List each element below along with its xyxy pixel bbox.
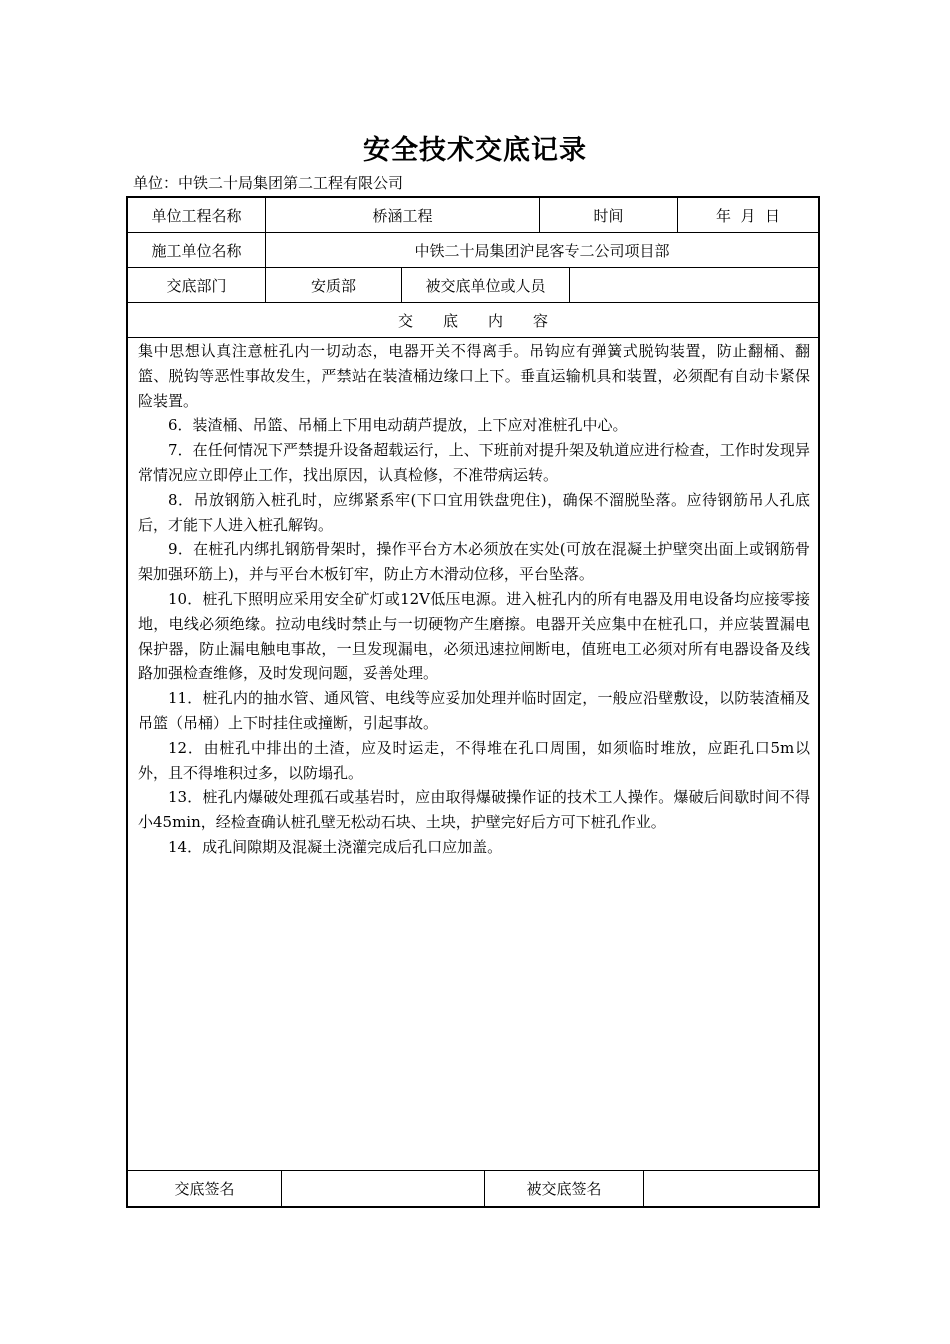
row-project <box>128 198 818 233</box>
content-paragraph: 7．在任何情况下严禁提升设备超载运行，上、下班前对提升架及轨道应进行检查，工作时发现异常情况应立即停止工作，找出原因，认真检修，不准带病运转。 <box>138 441 810 484</box>
content-paragraph: 8．吊放钢筋入桩孔时，应绑紧系牢(下口宜用铁盘兜住)，确保不溜脱坠落。应待钢筋吊人孔底后，才能下人进入桩孔解钩。 <box>138 490 810 534</box>
content-paragraph: 12．由桩孔中排出的土渣，应及时运走，不得堆在孔口周围，如须临时堆放，应距孔口5m以外，且不得堆积过多，以防塌孔。 <box>138 738 810 782</box>
recipient-signature[interactable] <box>643 1171 818 1206</box>
label-discloser-signature: 交底签名 <box>174 1180 235 1198</box>
label-construction-unit: 施工单位名称 <box>151 241 242 260</box>
document-title: 安全技术交底记录 <box>363 135 587 166</box>
content-paragraph: 10．桩孔下照明应采用安全矿灯或12V低压电源。进入桩孔内的所有电器及用电设备均应接零接地，电线必须绝缘。拉动电线时禁止与一切硬物产生磨擦。电器开关应集中在桩孔口，并应装置漏电保护器，防止漏电触电事故，一旦发现漏电，必须迅速拉闸断电，值班电工必须对所有电器设备及线路加强检查维修，及时发现问题，妥善处理。 <box>138 589 810 683</box>
row-department <box>128 268 818 303</box>
label-project: 单位工程名称 <box>151 206 242 225</box>
section-header-row <box>128 303 818 338</box>
content-paragraph: 11．桩孔内的抽水管、通风管、电线等应妥加处理并临时固定，一般应沿壁敷设，以防装渣桶及吊篮（吊桶）上下时挂住或撞断，引起事故。 <box>138 689 810 732</box>
construction-unit-value[interactable]: 中铁二十局集团沪昆客专二公司项目部 <box>265 233 818 267</box>
label-recipient: 被交底单位或人员 <box>401 268 569 302</box>
department-value[interactable]: 安质部 <box>265 268 401 302</box>
discloser-signature[interactable] <box>281 1171 484 1206</box>
content-paragraph: 集中思想认真注意桩孔内一切动态，电器开关不得离手。吊钩应有弹簧式脱钩装置，防止翻桶、翻篮、脱钩等恶性事故发生，严禁站在装渣桶边缘口上下。垂直运输机具和装置，必须配有自动卡紧保险装置。 <box>138 342 810 410</box>
content-paragraph: 14．成孔间隙期及混凝土浇灌完成后孔口应加盖。 <box>168 837 503 856</box>
label-department: 交底部门 <box>166 276 227 295</box>
disclosure-form <box>126 196 820 1208</box>
recipient-value[interactable] <box>569 268 818 302</box>
content-paragraph: 6．装渣桶、吊篮、吊桶上下用电动葫芦提放，上下应对准桩孔中心。 <box>168 416 628 435</box>
content-paragraph: 9．在桩孔内绑扎钢筋骨架时，操作平台方木必须放在实处(可放在混凝土护壁突出面上或钢筋骨架加强环筋上)，并与平台木板钉牢，防止方木滑动位移，平台坠落。 <box>138 540 810 584</box>
unit-line: 单位：中铁二十局集团第二工程有限公司 <box>133 174 404 192</box>
signature-row <box>128 1170 818 1206</box>
section-header: 交 底 内 容 <box>397 311 548 330</box>
project-value[interactable]: 桥涵工程 <box>265 198 539 232</box>
row-construction-unit <box>128 233 818 268</box>
label-time: 时间 <box>539 198 677 232</box>
time-value[interactable]: 年 月 日 <box>677 198 818 232</box>
content-paragraph: 13．桩孔内爆破处理孤石或基岩时，应由取得爆破操作证的技术工人操作。爆破后间歇时间不得小45min，经检查确认桩孔壁无松动石块、土块，护壁完好后方可下桩孔作业。 <box>138 788 810 832</box>
disclosure-content <box>138 339 810 860</box>
label-recipient-signature: 被交底签名 <box>484 1171 643 1206</box>
